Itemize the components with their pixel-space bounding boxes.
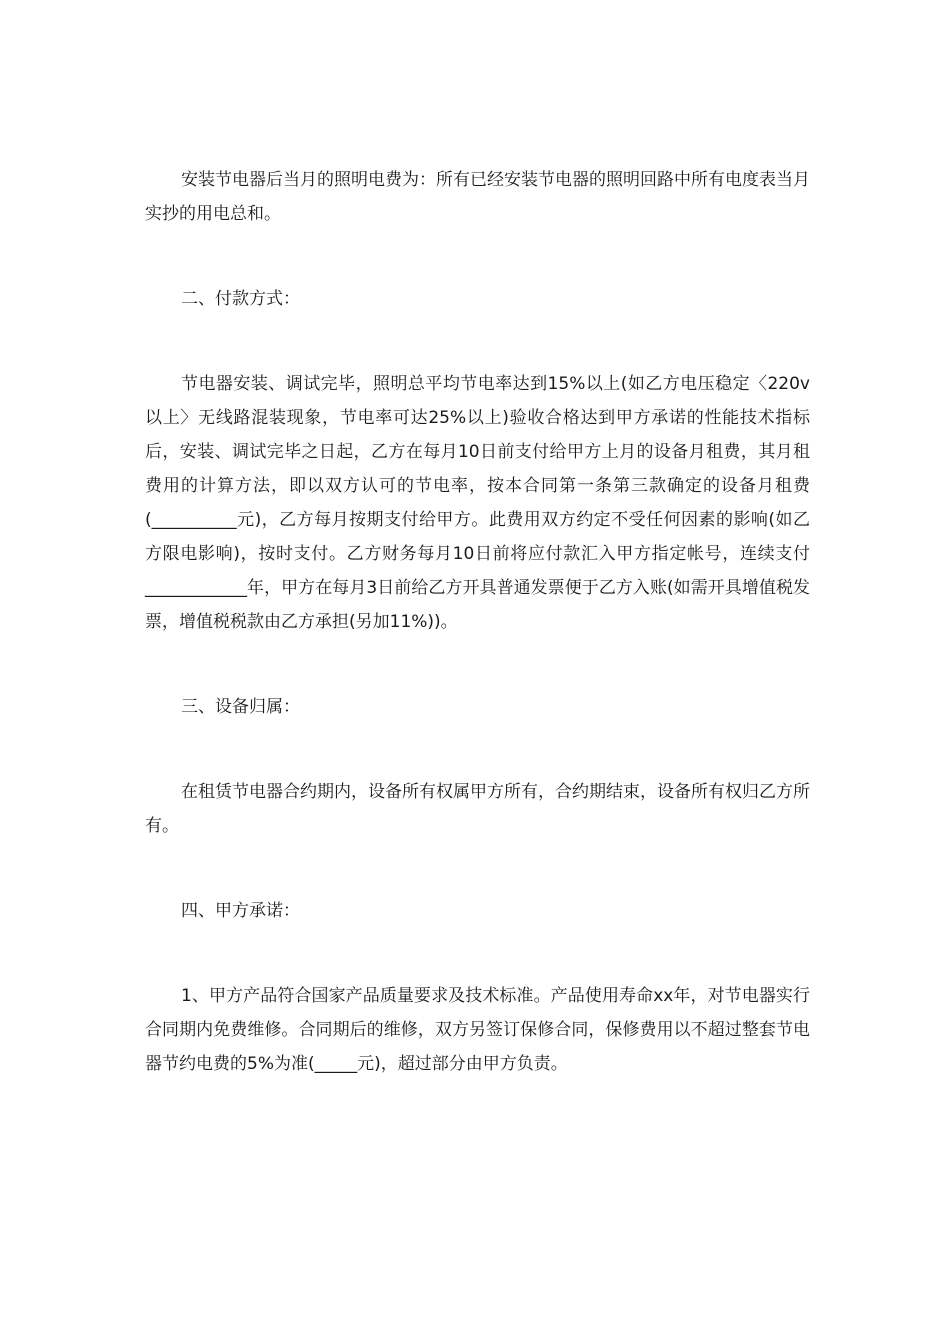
- document-body: [145, 163, 810, 1081]
- section-heading-payment: 二、付款方式：: [181, 289, 300, 309]
- section-heading-ownership: 三、设备归属：: [181, 697, 300, 717]
- paragraph-payment-terms: 节电器安装、调试完毕，照明总平均节电率达到15%以上(如乙方电压稳定〈220v以上〉无线路混装现象，节电率可达25%以上)验收合格达到甲方承诺的性能技术指标后，安装、调试完毕之日起，乙方在每月10日前支付给甲方上月的设备月租费，其月租费用的计算方法，即以双方认可的节电率，按本合同第一条第三款确定的设备月租费(__________元)，乙方每月按期支付给甲方。此费用双方约定不受任何因素的影响(如乙方限电影响)，按时支付。乙方财务每月10日前将应付款汇入甲方指定帐号，连续支付____________年，甲方在每月3日前给乙方开具普通发票便于乙方入账(如需开具增值税发票，增值税税款由乙方承担(另加11%))。: [145, 374, 810, 632]
- paragraph-electricity-fee: 安装节电器后当月的照明电费为：所有已经安装节电器的照明回路中所有电度表当月实抄的用电总和。: [145, 170, 810, 224]
- paragraph-quality-warranty: 1、甲方产品符合国家产品质量要求及技术标准。产品使用寿命xx年，对节电器实行合同期内免费维修。合同期后的维修，双方另签订保修合同，保修费用以不超过整套节电器节约电费的5%为准(_____元)，超过部分由甲方负责。: [145, 986, 810, 1074]
- paragraph-ownership: 在租赁节电器合约期内，设备所有权属甲方所有，合约期结束，设备所有权归乙方所有。: [145, 782, 810, 836]
- section-heading-party-a-commitments: 四、甲方承诺：: [181, 901, 300, 921]
